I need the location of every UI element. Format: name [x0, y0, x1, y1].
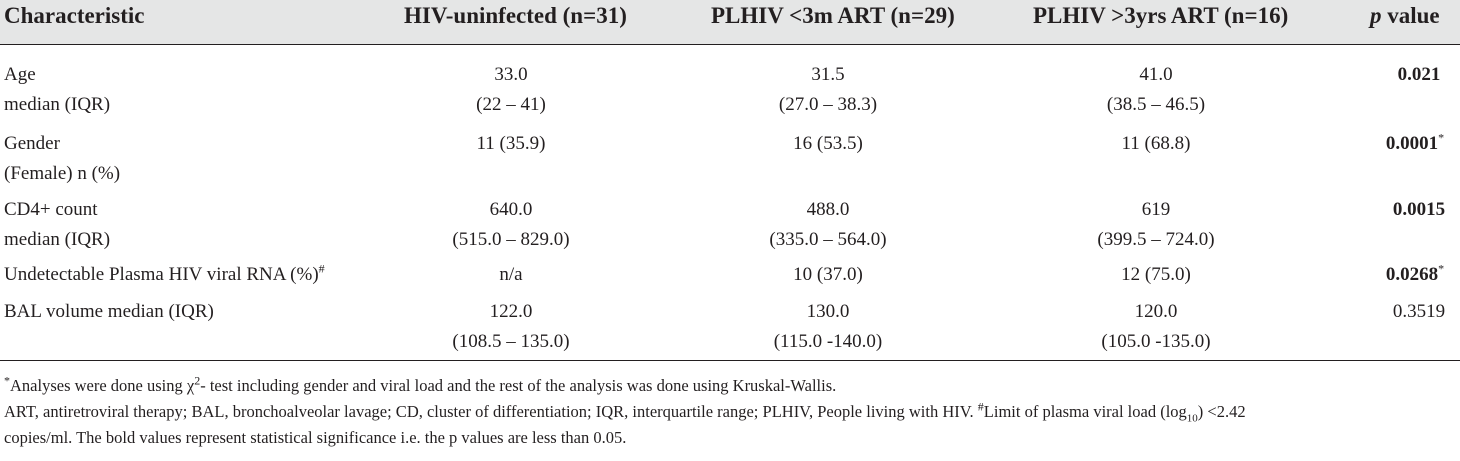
cell-plhiv-gt3yrs: 120.0 (105.0 -135.0) [1101, 301, 1211, 352]
row-label: Age median (IQR) [4, 64, 111, 115]
cell-hiv-uninfected: 11 (35.9) [476, 133, 546, 154]
header-p-value [1370, 0, 1440, 44]
cell-p-value [1378, 297, 1460, 327]
cell-p-value [1370, 129, 1460, 159]
header-p-italic: p [1370, 3, 1382, 28]
cell-p-value [1370, 260, 1460, 290]
footnote-hash: # [977, 399, 984, 414]
cell-plhiv-gt3yrs: 11 (68.8) [1121, 133, 1191, 154]
header-p-rest: value [1381, 3, 1440, 28]
cell-plhiv-gt3yrs: 41.0 (38.5 – 46.5) [1106, 64, 1206, 115]
row-label [4, 260, 325, 290]
p-value-number: 0.0001 [1385, 133, 1439, 154]
cell-hiv-uninfected: 640.0 (515.0 – 829.0) [452, 199, 570, 250]
cell-plhiv-lt3m: 31.5 (27.0 – 38.3) [778, 64, 878, 115]
cell-p-value [1378, 195, 1460, 225]
footnote-text: ) <2.42 [1197, 402, 1246, 421]
p-value-number: 0.0015 [1392, 199, 1446, 220]
cell-plhiv-lt3m: 488.0 (335.0 – 564.0) [769, 199, 887, 250]
p-value-mark: * [1438, 261, 1445, 276]
cell-hiv-uninfected: n/a [499, 264, 523, 285]
p-value-number: 0.3519 [1392, 301, 1446, 322]
header-plhiv-lt3m: PLHIV <3m ART (n=29) [711, 3, 955, 28]
row-label: CD4+ count median (IQR) [4, 199, 111, 250]
row-label-text: Undetectable Plasma HIV viral RNA (%) [4, 264, 319, 285]
cell-plhiv-lt3m: 130.0 (115.0 -140.0) [773, 301, 883, 352]
cell-hiv-uninfected: 33.0 (22 – 41) [476, 64, 546, 115]
header-plhiv-gt3yrs: PLHIV >3yrs ART (n=16) [1033, 3, 1289, 28]
row-label: BAL volume median (IQR) [4, 301, 214, 322]
footnote-text: Analyses were done using χ [10, 376, 195, 395]
footnote-text: Limit of plasma viral load (log [983, 402, 1187, 421]
footnote-significance: copies/ml. The bold values represent statistical significance i.e. the p values are less than 0.05. [4, 428, 627, 447]
footnote-star: * [4, 373, 10, 388]
footnote-abbreviations [4, 400, 1246, 424]
row-label: Gender (Female) n (%) [4, 133, 121, 184]
row-label-mark: # [318, 261, 325, 276]
footnote-subscript: 10 [1186, 412, 1198, 425]
table-bottom-rule [0, 360, 1460, 361]
footnote-analyses [4, 374, 836, 398]
cell-p-value [1378, 60, 1460, 90]
footnote-text: ART, antiretroviral therapy; BAL, bronchoalveolar lavage; CD, cluster of differentiation; IQR, interquartile range; PLHIV, People living with HIV. [4, 402, 978, 421]
footnote-text: - test including gender and viral load and the rest of the analysis was done using Kruskal-Wallis. [200, 376, 837, 395]
cell-plhiv-gt3yrs: 12 (75.0) [1121, 264, 1191, 285]
table-header [0, 0, 1460, 45]
cell-plhiv-lt3m: 10 (37.0) [793, 264, 863, 285]
cell-plhiv-gt3yrs: 619 (399.5 – 724.0) [1097, 199, 1215, 250]
p-value-number: 0.021 [1397, 64, 1441, 85]
p-value-number: 0.0268 [1385, 264, 1439, 285]
cell-plhiv-lt3m: 16 (53.5) [793, 133, 863, 154]
p-value-mark: * [1438, 130, 1445, 145]
footnote-superscript: 2 [194, 373, 201, 388]
cell-hiv-uninfected: 122.0 (108.5 – 135.0) [452, 301, 570, 352]
header-hiv-uninfected: HIV-uninfected (n=31) [404, 3, 627, 28]
header-characteristic: Characteristic [4, 3, 145, 28]
